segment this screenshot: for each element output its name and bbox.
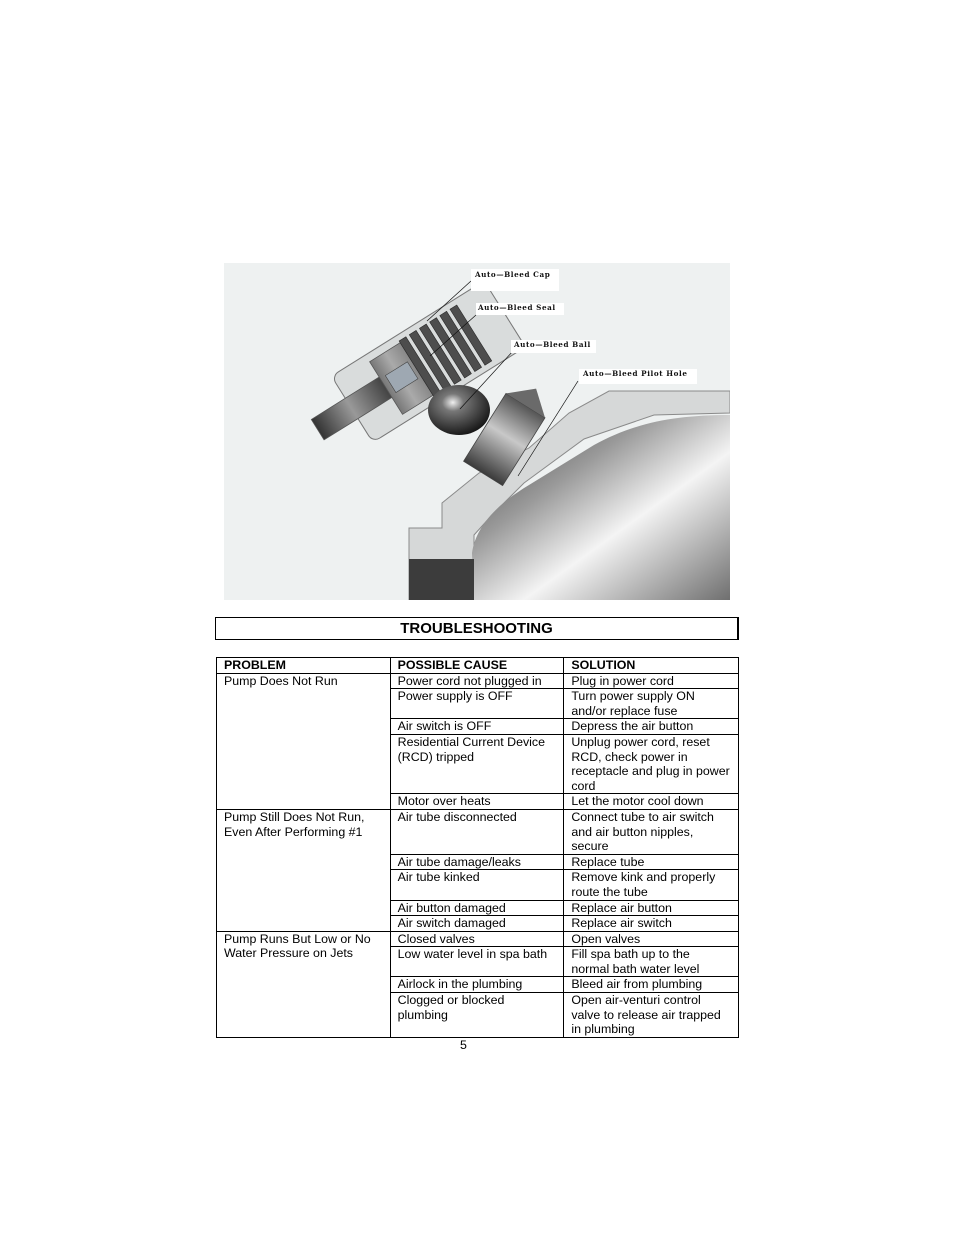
solution-cell: Open air-venturi control valve to release air trapped in plumbing: [564, 993, 739, 1038]
cause-cell: Residential Current Device (RCD) tripped: [390, 734, 564, 793]
pump-base-shadow: [409, 559, 474, 600]
cause-cell: Power supply is OFF: [390, 689, 564, 719]
problem-cell: Pump Still Does Not Run, Even After Performing #1: [217, 809, 391, 931]
cause-cell: Air tube kinked: [390, 870, 564, 900]
table-row: [217, 809, 739, 854]
callout-auto-bleed-seal: Auto—Bleed Seal: [478, 303, 556, 312]
solution-cell: Plug in power cord: [564, 673, 739, 689]
solution-cell: Turn power supply ON and/or replace fuse: [564, 689, 739, 719]
cause-cell: Air tube disconnected: [390, 809, 564, 854]
solution-cell: Let the motor cool down: [564, 794, 739, 810]
auto-bleed-ball: [428, 385, 490, 435]
solution-cell: Unplug power cord, reset RCD, check power in receptacle and plug in power cord: [564, 734, 739, 793]
cause-cell: Motor over heats: [390, 794, 564, 810]
header-solution: SOLUTION: [564, 658, 739, 674]
header-problem: PROBLEM: [217, 658, 391, 674]
table-row: [217, 931, 739, 947]
callout-auto-bleed-cap: Auto—Bleed Cap: [475, 270, 551, 279]
cause-cell: Air button damaged: [390, 900, 564, 916]
troubleshooting-table: [216, 657, 739, 1038]
solution-cell: Bleed air from plumbing: [564, 977, 739, 993]
solution-cell: Fill spa bath up to the normal bath water level: [564, 947, 739, 977]
cause-cell: Airlock in the plumbing: [390, 977, 564, 993]
solution-cell: Remove kink and properly route the tube: [564, 870, 739, 900]
table-header-row: [217, 658, 739, 674]
table-row: [217, 673, 739, 689]
solution-cell: Replace tube: [564, 854, 739, 870]
cause-cell: Low water level in spa bath: [390, 947, 564, 977]
cause-cell: Power cord not plugged in: [390, 673, 564, 689]
solution-cell: Replace air switch: [564, 916, 739, 932]
problem-cell: Pump Does Not Run: [217, 673, 391, 809]
cause-cell: Closed valves: [390, 931, 564, 947]
callout-auto-bleed-ball: Auto—Bleed Ball: [514, 340, 591, 349]
solution-cell: Replace air button: [564, 900, 739, 916]
solution-cell: Depress the air button: [564, 719, 739, 735]
cause-cell: Air switch damaged: [390, 916, 564, 932]
cause-cell: Clogged or blocked plumbing: [390, 993, 564, 1038]
callout-auto-bleed-pilot-hole: Auto—Bleed Pilot Hole: [583, 369, 688, 378]
header-possible-cause: POSSIBLE CAUSE: [390, 658, 564, 674]
solution-cell: Connect tube to air switch and air button nipples, secure: [564, 809, 739, 854]
cause-cell: Air switch is OFF: [390, 719, 564, 735]
auto-bleed-diagram: [224, 263, 730, 600]
page-number: 5: [460, 1038, 467, 1052]
section-title: TROUBLESHOOTING: [215, 617, 739, 640]
problem-cell: Pump Runs But Low or No Water Pressure on Jets: [217, 931, 391, 1037]
cause-cell: Air tube damage/leaks: [390, 854, 564, 870]
solution-cell: Open valves: [564, 931, 739, 947]
